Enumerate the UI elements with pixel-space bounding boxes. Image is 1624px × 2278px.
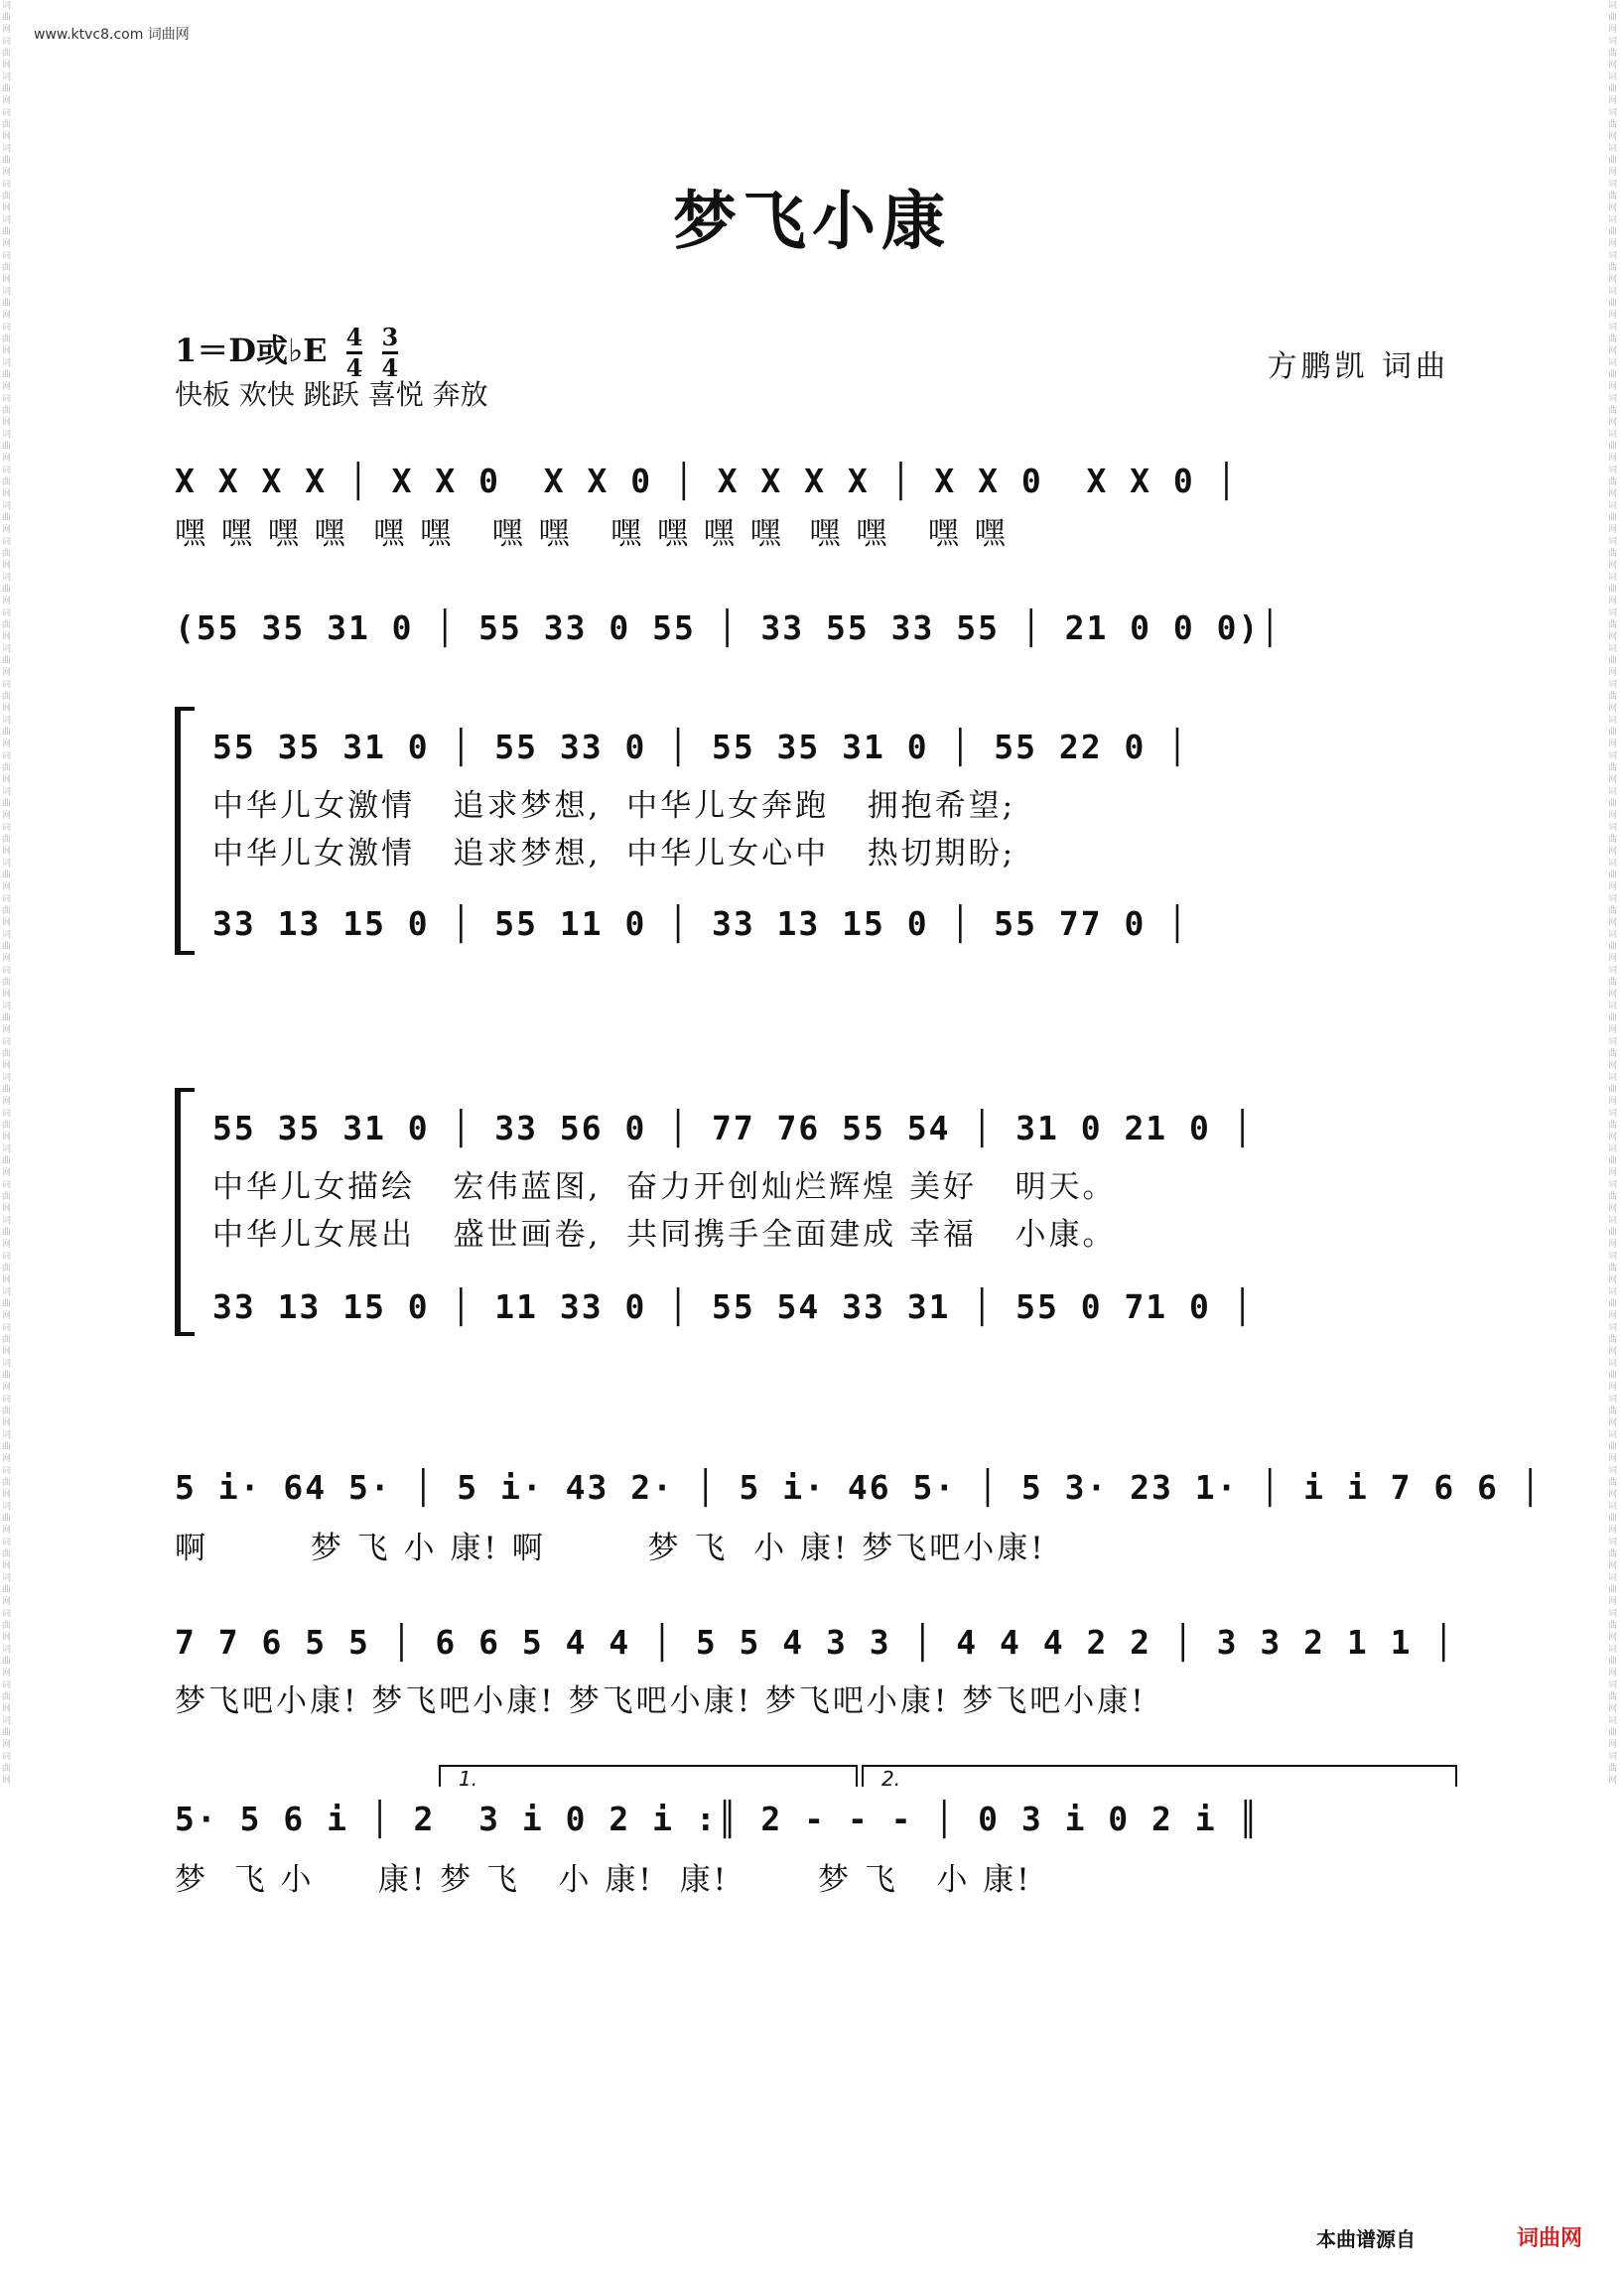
lyric-row-4-verse-1: 中华儿女描绘 宏伟蓝图, 奋力开创灿烂辉煌 美好 明天。 (212, 1169, 1117, 1205)
notation-row-1: X X X X │ X X 0 X X 0 │ X X X X │ X X 0 X X 0 │ (175, 462, 1239, 500)
notation-row-4-upper: 55 35 31 0 │ 33 56 0 │ 77 76 55 54 │ 31 0 21 0 │ (212, 1109, 1255, 1147)
song-title: 梦飞小康 (673, 185, 951, 259)
key-label: 1＝D或♭E (175, 332, 328, 369)
first-ending-bracket: 1. (439, 1765, 858, 1787)
system-bracket-1 (175, 707, 181, 955)
author-credit: 方鹏凯 词曲 (1267, 349, 1449, 384)
notation-row-7: 5· 5 6 i │ 2 3 i 0 2 i :║ 2 - - - │ 0 3 i 0 2 i ║ (175, 1800, 1261, 1838)
watermark-left: 词曲网词曲网词曲网词曲网词曲网词曲网词曲网词曲网词曲网词曲网词曲网词曲网词曲网词曲网词曲网词曲网词曲网词曲网词曲网词曲网词曲网词曲网词曲网词曲网词曲网词曲网词曲网词曲网词曲网词曲网词曲网词曲网词曲网词曲网词曲网词曲网词曲网词曲网词曲网词曲网词曲网词曲网词曲网词曲网词曲网词曲网词曲网词曲网词曲网词曲网 (2, 1, 12, 1786)
tempo-marking: 快板 欢快 跳跃 喜悦 奔放 (175, 378, 488, 411)
watermark-right: 词曲网词曲网词曲网词曲网词曲网词曲网词曲网词曲网词曲网词曲网词曲网词曲网词曲网词曲网词曲网词曲网词曲网词曲网词曲网词曲网词曲网词曲网词曲网词曲网词曲网词曲网词曲网词曲网词曲网词曲网词曲网词曲网词曲网词曲网词曲网词曲网词曲网词曲网词曲网词曲网词曲网词曲网词曲网词曲网词曲网词曲网词曲网词曲网词曲网词曲网 (1608, 1, 1618, 1786)
notation-row-2: (55 35 31 0 │ 55 33 0 55 │ 33 55 33 55 │ 21 0 0 0)│ (175, 608, 1283, 647)
site-url-label[interactable]: www.ktvc8.com 词曲网 (34, 27, 190, 43)
lyric-row-1: 嘿 嘿 嘿 嘿 嘿 嘿 嘿 嘿 嘿 嘿 嘿 嘿 嘿 嘿 嘿 嘿 (175, 516, 1009, 552)
lyric-row-6: 梦飞吧小康! 梦飞吧小康! 梦飞吧小康! 梦飞吧小康! 梦飞吧小康! (175, 1683, 1147, 1719)
notation-row-5: 5 i· 64 5· │ 5 i· 43 2· │ 5 i· 46 5· │ 5 3· 23 1· │ i i 7 6 6 │ (175, 1468, 1543, 1507)
lyric-row-4-verse-2: 中华儿女展出 盛世画卷, 共同携手全面建成 幸福 小康。 (212, 1217, 1117, 1253)
time-signature-2: $\frac{3}{4}$ (381, 323, 399, 382)
time-signature-1: $\frac{4}{4}$ (345, 323, 363, 382)
footer-source-label: 本曲谱源自 (1316, 2227, 1416, 2251)
notation-row-6: 7 7 6 5 5 │ 6 6 5 4 4 │ 5 5 4 3 3 │ 4 4 4 2 2 │ 3 3 2 1 1 │ (175, 1623, 1456, 1662)
lyric-row-3-verse-2: 中华儿女激情 追求梦想, 中华儿女心中 热切期盼; (212, 836, 1016, 871)
notation-row-3-lower: 33 13 15 0 │ 55 11 0 │ 33 13 15 0 │ 55 77 0 │ (212, 904, 1190, 943)
second-ending-bracket: 2. (862, 1765, 1457, 1787)
system-bracket-2 (175, 1088, 181, 1336)
notation-row-4-lower: 33 13 15 0 │ 11 33 0 │ 55 54 33 31 │ 55 0 71 0 │ (212, 1287, 1255, 1326)
lyric-row-3-verse-1: 中华儿女激情 追求梦想, 中华儿女奔跑 拥抱希望; (212, 788, 1016, 824)
lyric-row-7: 梦 飞 小 康! 梦 飞 小 康! 康! 梦 飞 小 康! (175, 1862, 1032, 1898)
lyric-row-5: 啊 梦 飞 小 康! 啊 梦 飞 小 康! 梦飞吧小康! (175, 1531, 1046, 1566)
notation-row-3-upper: 55 35 31 0 │ 55 33 0 │ 55 35 31 0 │ 55 22 0 │ (212, 728, 1190, 766)
footer-site-logo[interactable]: 词曲网 (1516, 2226, 1582, 2251)
